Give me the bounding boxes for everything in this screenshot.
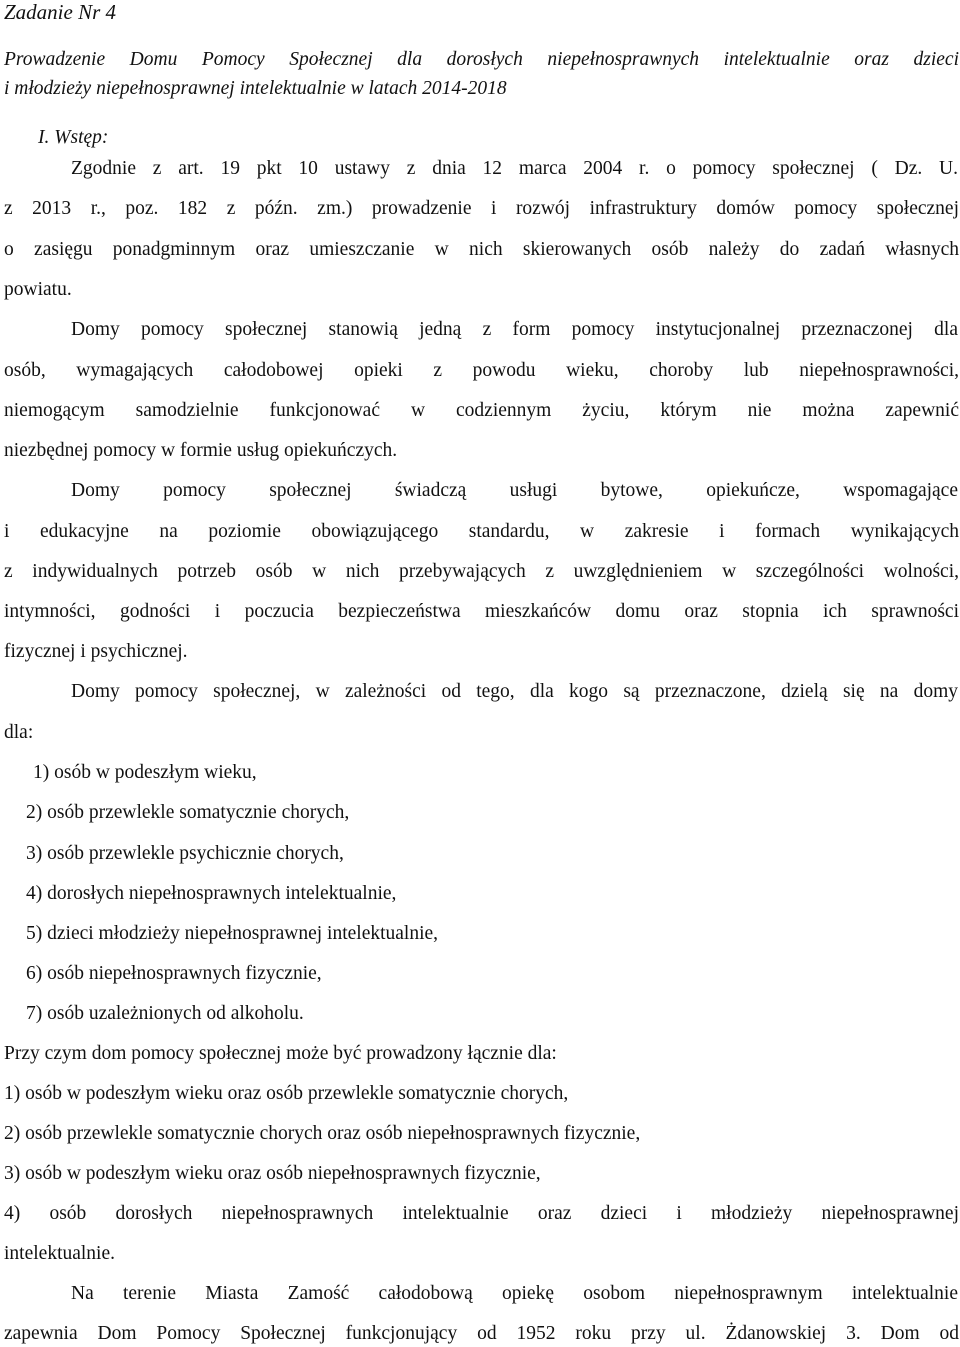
paragraph-line: fizycznej i psychicznej. — [4, 641, 188, 662]
paragraph-line: zapewnia Dom Pomocy Społecznej funkcjonujący od 1952 roku przy ul. Żdanowskiej 3. Dom od — [4, 1323, 959, 1344]
section-heading: I. Wstęp: — [38, 127, 109, 148]
paragraph-line: Domy pomocy społecznej stanowią jedną z form pomocy instytucjonalnej przeznaczonej dla — [71, 319, 958, 340]
list-item: 4) osób dorosłych niepełnosprawnych intelektualnie oraz dzieci i młodzieży niepełnosprawnej — [4, 1203, 959, 1224]
list-item: 6) osób niepełnosprawnych fizycznie, — [26, 963, 322, 984]
paragraph-line: i edukacyjne na poziomie obowiązującego standardu, w zakresie i formach wynikających — [4, 521, 959, 542]
task-title: Zadanie Nr 4 — [4, 0, 117, 24]
paragraph-line: Domy pomocy społecznej świadczą usługi bytowe, opiekuńcze, wspomagające — [71, 480, 958, 501]
paragraph-line: niezbędnej pomocy w formie usług opiekuńczych. — [4, 440, 398, 461]
paragraph-line: o zasięgu ponadgminnym oraz umieszczanie w nich skierowanych osób należy do zadań własnych — [4, 239, 959, 260]
paragraph-line: z 2013 r., poz. 182 z późn. zm.) prowadzenie i rozwój infrastruktury domów pomocy społecznej — [4, 198, 959, 219]
paragraph-line: Domy pomocy społecznej, w zależności od tego, dla kogo są przeznaczone, dzielą się na domy — [71, 681, 958, 702]
paragraph-line: osób, wymagających całodobowej opieki z powodu wieku, choroby lub niepełnosprawności, — [4, 360, 959, 381]
list-item: 1) osób w podeszłym wieku oraz osób przewlekle somatycznie chorych, — [4, 1083, 569, 1104]
paragraph-line: powiatu. — [4, 279, 72, 300]
subtitle-line: Prowadzenie Domu Pomocy Społecznej dla dorosłych niepełnosprawnych intelektualnie oraz dzieci — [4, 49, 959, 70]
list-item: 2) osób przewlekle somatycznie chorych, — [26, 802, 350, 823]
list-item: 2) osób przewlekle somatycznie chorych oraz osób niepełnosprawnych fizycznie, — [4, 1123, 641, 1144]
paragraph-line: Przy czym dom pomocy społecznej może być prowadzony łącznie dla: — [4, 1043, 557, 1064]
list-item: 3) osób przewlekle psychicznie chorych, — [26, 843, 344, 864]
list-item: 1) osób w podeszłym wieku, — [33, 762, 257, 783]
list-item: 4) dorosłych niepełnosprawnych intelektualnie, — [26, 883, 397, 904]
paragraph-line: Zgodnie z art. 19 pkt 10 ustawy z dnia 12 marca 2004 r. o pomocy społecznej ( Dz. U. — [71, 158, 958, 179]
paragraph-line: niemogącym samodzielnie funkcjonować w codziennym życiu, którym nie można zapewnić — [4, 400, 959, 421]
paragraph-line: intymności, godności i poczucia bezpieczeństwa mieszkańców domu oraz stopnia ich sprawności — [4, 601, 959, 622]
paragraph-line: Na terenie Miasta Zamość całodobową opiekę osobom niepełnosprawnym intelektualnie — [71, 1283, 958, 1304]
list-item: 5) dzieci młodzieży niepełnosprawnej intelektualnie, — [26, 923, 439, 944]
list-item: 7) osób uzależnionych od alkoholu. — [26, 1003, 304, 1024]
list-item: intelektualnie. — [4, 1243, 116, 1264]
paragraph-line: dla: — [4, 722, 34, 743]
list-item: 3) osób w podeszłym wieku oraz osób niepełnosprawnych fizycznie, — [4, 1163, 541, 1184]
subtitle-line: i młodzieży niepełnosprawnej intelektualnie w latach 2014-2018 — [4, 78, 507, 99]
paragraph-line: z indywidualnych potrzeb osób w nich przebywających z uwzględnieniem w szczególności wolności, — [4, 561, 959, 582]
